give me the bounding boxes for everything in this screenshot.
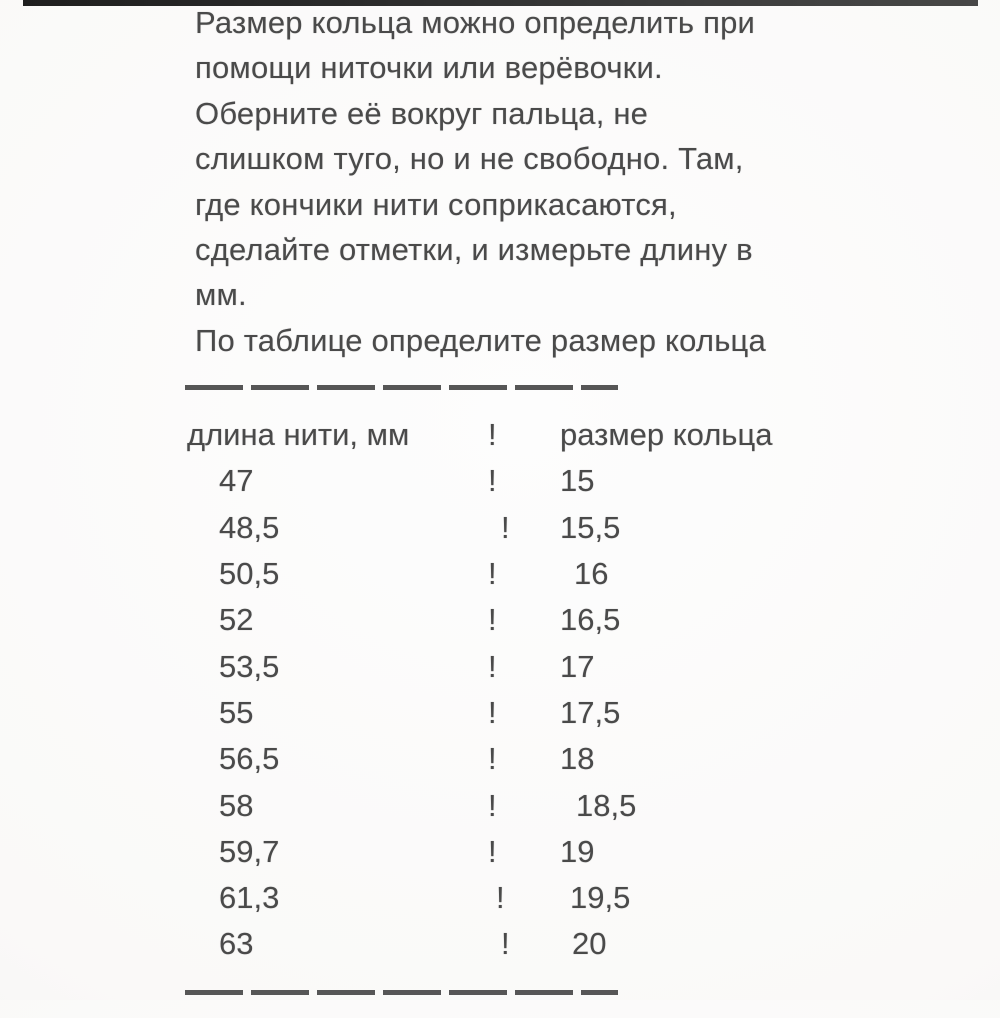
table-row	[195, 690, 835, 736]
paragraph-line: помощи ниточки или верёвочки.	[195, 50, 663, 86]
ring-size-value: 18,5	[576, 787, 637, 823]
column-separator: !	[488, 787, 497, 823]
column-separator: !	[488, 463, 497, 499]
column-separator: !	[488, 602, 497, 638]
table-row	[195, 644, 835, 690]
table-row	[195, 829, 835, 875]
size-table	[195, 458, 835, 967]
column-separator: !	[488, 694, 497, 730]
table-top-divider	[195, 363, 835, 412]
paragraph-line: слишком туго, но и не свободно. Там,	[195, 141, 744, 177]
column-separator: !	[488, 417, 497, 453]
thread-length-value: 52	[219, 602, 254, 638]
thread-length-value: 55	[219, 694, 254, 730]
column-separator: !	[496, 880, 505, 916]
ring-size-value: 20	[572, 926, 607, 962]
column-separator: !	[501, 926, 510, 962]
thread-length-header: длина нити, мм	[187, 417, 410, 453]
table-row	[195, 783, 835, 829]
ring-size-value: 16	[574, 556, 609, 592]
table-row	[195, 921, 835, 967]
ring-size-value: 17	[560, 648, 595, 684]
ring-size-value: 15	[560, 463, 595, 499]
table-header-row	[187, 412, 835, 458]
paragraph-line: сделайте отметки, и измерьте длину в	[195, 231, 753, 267]
table-row	[195, 458, 835, 504]
paragraph-line: Размер кольца можно определить при	[195, 5, 756, 40]
paragraph-line: Оберните её вокруг пальца, не	[195, 95, 649, 131]
column-separator: !	[488, 648, 497, 684]
column-separator: !	[488, 741, 497, 777]
column-separator: !	[501, 509, 510, 545]
table-bottom-divider	[195, 968, 835, 1018]
column-separator: !	[488, 833, 497, 869]
thread-length-value: 58	[219, 787, 254, 823]
thread-length-value: 63	[219, 926, 254, 962]
paragraph-line: мм.	[195, 277, 247, 313]
thread-length-value: 56,5	[219, 741, 280, 777]
thread-length-value: 50,5	[219, 556, 280, 592]
dashed-line	[185, 990, 618, 995]
ring-size-value: 18	[560, 741, 595, 777]
thread-length-value: 61,3	[219, 880, 280, 916]
ring-size-value: 19	[560, 833, 595, 869]
table-row	[195, 551, 835, 597]
table-row	[195, 875, 835, 921]
paragraph-line: По таблице определите размер кольца	[195, 322, 766, 358]
ring-size-value: 15,5	[560, 509, 621, 545]
table-row	[195, 597, 835, 643]
ring-size-value: 19,5	[570, 880, 631, 916]
paragraph-line: где кончики нити соприкасаются,	[195, 186, 677, 222]
ring-size-value: 16,5	[560, 602, 621, 638]
table-row	[195, 505, 835, 551]
ring-size-header: размер кольца	[560, 417, 773, 453]
column-separator: !	[488, 556, 497, 592]
thread-length-value: 47	[219, 463, 254, 499]
ring-size-value: 17,5	[560, 694, 621, 730]
thread-length-value: 53,5	[219, 648, 280, 684]
table-row	[195, 736, 835, 782]
thread-length-value: 48,5	[219, 509, 280, 545]
thread-length-value: 59,7	[219, 833, 280, 869]
instruction-document	[187, 0, 835, 1018]
dashed-line	[185, 385, 618, 390]
